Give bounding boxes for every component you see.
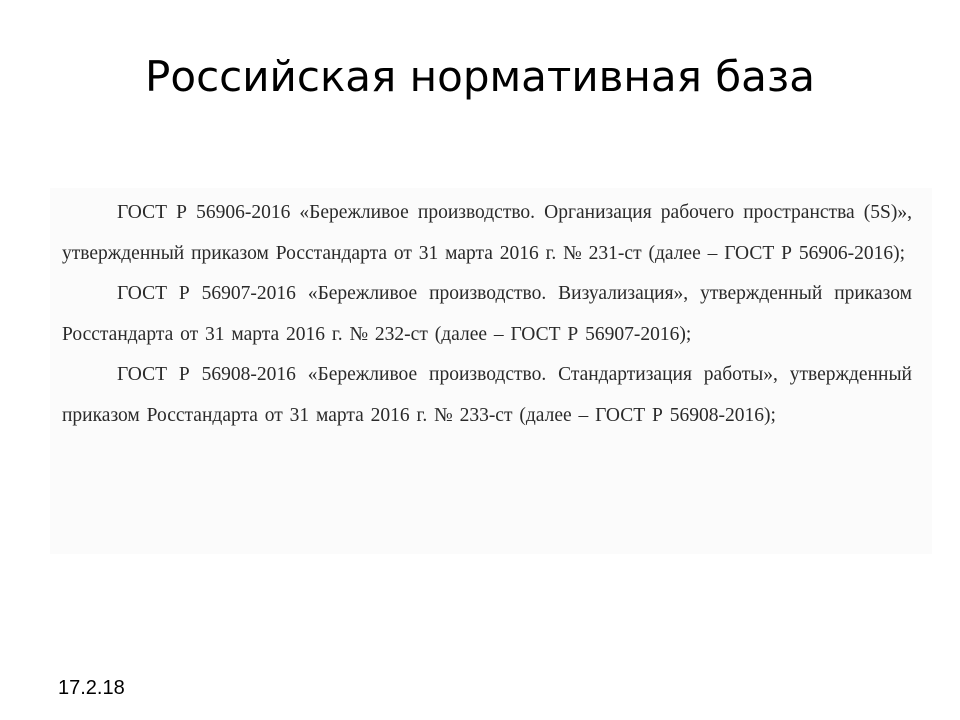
scanned-document (50, 188, 932, 554)
document-paragraph-gost-56907: ГОСТ Р 56907-2016 «Бережливое производство. Визуализация», утвержденный приказом Росстандарта от 31 марта 2016 г. № 232-ст (далее – ГОСТ Р 56907-2016); (62, 283, 912, 345)
slide-title: Российская нормативная база (145, 52, 815, 101)
document-paragraph-gost-56906: ГОСТ Р 56906-2016 «Бережливое производство. Организация рабочего пространства (5S)», утвержденный приказом Росстандарта от 31 марта 2016 г. № 231-ст (далее – ГОСТ Р 56906-2016); (62, 202, 912, 264)
document-paragraph-gost-56908: ГОСТ Р 56908-2016 «Бережливое производство. Стандартизация работы», утвержденный приказом Росстандарта от 31 марта 2016 г. № 233-ст (далее – ГОСТ Р 56908-2016); (62, 364, 912, 426)
slide-date: 17.2.18 (58, 677, 125, 699)
